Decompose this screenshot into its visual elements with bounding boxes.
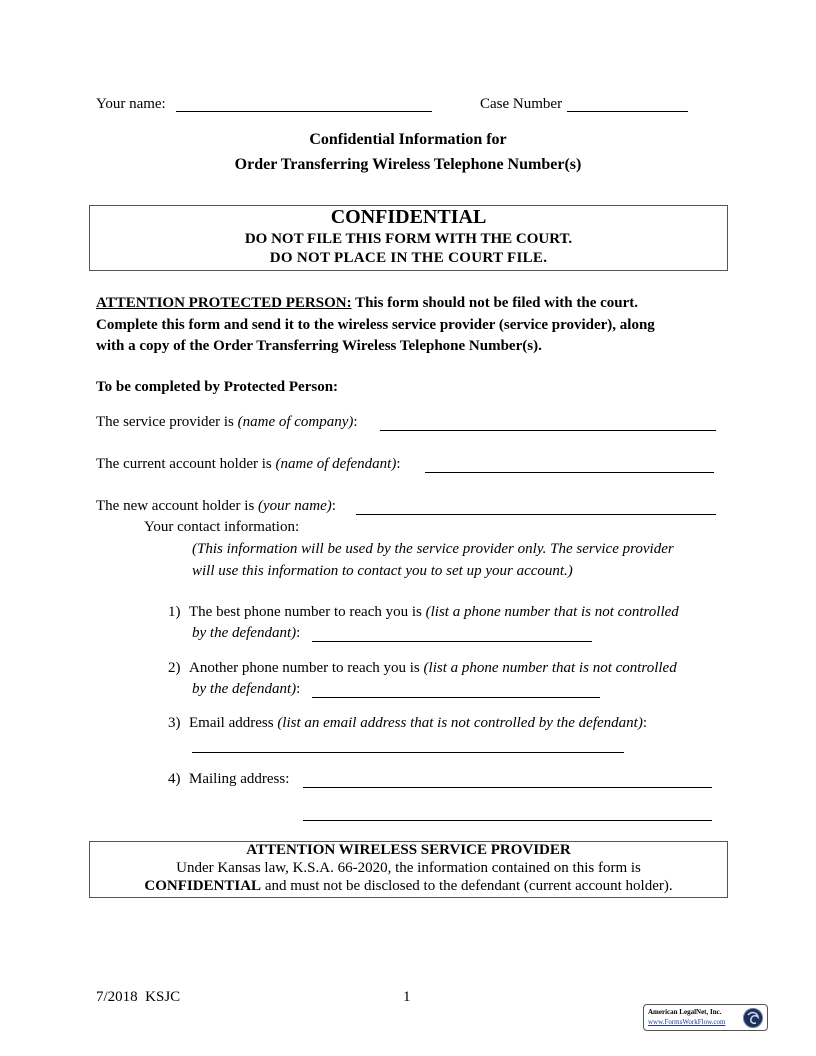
case-number-label: Case Number: [480, 96, 563, 112]
contact-note-line-1: (This information will be used by the service provider only. The service provider: [192, 541, 674, 557]
item-4-text: Mailing address:: [189, 771, 290, 787]
attention-paragraph-line-1: [96, 295, 638, 312]
attention-text-1: This form should not be filed with the court.: [351, 295, 639, 311]
logo-company-name: American LegalNet, Inc.: [648, 1008, 722, 1016]
current-holder-hint: (name of defendant): [275, 456, 397, 472]
case-number-input-line[interactable]: [567, 111, 688, 112]
item-2-number: 2): [168, 660, 181, 676]
title-line-1: Confidential Information for: [309, 131, 507, 148]
current-holder-label: [96, 456, 401, 473]
service-provider-input-line[interactable]: [380, 430, 716, 431]
item-2-text: Another phone number to reach you is: [189, 660, 424, 676]
confidential-box: [89, 205, 728, 271]
provider-confidential-word: CONFIDENTIAL: [144, 878, 262, 894]
another-phone-input-line[interactable]: [312, 697, 600, 698]
service-provider-label: [96, 414, 358, 431]
item-3-suffix: :: [642, 715, 647, 731]
new-holder-hint: (your name): [258, 498, 332, 514]
legalnet-logo[interactable]: [643, 1004, 768, 1031]
new-holder-label-text: The new account holder is: [96, 498, 259, 514]
item-1-hint-1: (list a phone number that is not controlled: [425, 604, 679, 620]
title-line-2: Order Transferring Wireless Telephone Number(s): [234, 156, 582, 173]
item-1-text: The best phone number to reach you is: [189, 604, 426, 620]
globe-icon: [742, 1007, 764, 1029]
item-3-line-1: [189, 715, 647, 732]
page-number: 1: [403, 989, 411, 1005]
provider-heading: ATTENTION WIRELESS SERVICE PROVIDER: [246, 842, 571, 858]
current-holder-input-line[interactable]: [425, 472, 714, 473]
mailing-address-input-line-2[interactable]: [303, 820, 712, 821]
current-holder-suffix: :: [396, 456, 401, 472]
provider-line-1: Under Kansas law, K.S.A. 66-2020, the information contained on this form is: [176, 860, 641, 876]
mailing-address-input-line-1[interactable]: [303, 787, 712, 788]
item-3-hint: (list an email address that is not controlled by the defendant): [277, 715, 643, 731]
item-4-number: 4): [168, 771, 181, 787]
new-holder-suffix: :: [331, 498, 336, 514]
email-input-line[interactable]: [192, 752, 624, 753]
new-holder-input-line[interactable]: [356, 514, 716, 515]
best-phone-input-line[interactable]: [312, 641, 592, 642]
service-provider-suffix: :: [353, 414, 358, 430]
current-holder-label-text: The current account holder is: [96, 456, 276, 472]
item-2-suffix: :: [296, 681, 301, 697]
item-1-line-2: [192, 625, 300, 642]
attention-paragraph-line-3: with a copy of the Order Transferring Wireless Telephone Number(s).: [96, 338, 542, 354]
confidential-heading: CONFIDENTIAL: [330, 206, 487, 228]
attention-label: ATTENTION PROTECTED PERSON:: [96, 295, 352, 311]
item-3-text: Email address: [189, 715, 278, 731]
item-3-number: 3): [168, 715, 181, 731]
provider-line-2-rest: and must not be disclosed to the defendant (current account holder).: [261, 878, 673, 894]
item-1-hint-2: by the defendant): [192, 625, 297, 641]
provider-line-2: [90, 878, 727, 895]
attention-paragraph-line-2: Complete this form and send it to the wireless service provider (service provider), along: [96, 317, 655, 333]
section-heading: To be completed by Protected Person:: [96, 379, 339, 395]
your-name-label: Your name:: [96, 96, 166, 112]
service-provider-hint: (name of company): [237, 414, 354, 430]
contact-info-label: Your contact information:: [144, 519, 300, 535]
contact-note-line-2: will use this information to contact you to set up your account.): [192, 563, 573, 579]
item-1-suffix: :: [296, 625, 301, 641]
confidential-line-2: DO NOT PLACE IN THE COURT FILE.: [269, 250, 548, 266]
item-2-hint-1: (list a phone number that is not controlled: [423, 660, 677, 676]
confidential-line-1: DO NOT FILE THIS FORM WITH THE COURT.: [244, 231, 573, 247]
provider-notice-box: [89, 841, 728, 898]
service-provider-label-text: The service provider is: [96, 414, 238, 430]
item-2-line-1: [189, 660, 677, 677]
item-2-hint-2: by the defendant): [192, 681, 297, 697]
new-holder-label: [96, 498, 336, 515]
form-id: 7/2018 KSJC: [96, 989, 181, 1005]
item-1-number: 1): [168, 604, 181, 620]
logo-website: www.FormsWorkFlow.com: [648, 1018, 726, 1026]
your-name-input-line[interactable]: [176, 111, 432, 112]
item-1-line-1: [189, 604, 679, 621]
item-2-line-2: [192, 681, 300, 698]
